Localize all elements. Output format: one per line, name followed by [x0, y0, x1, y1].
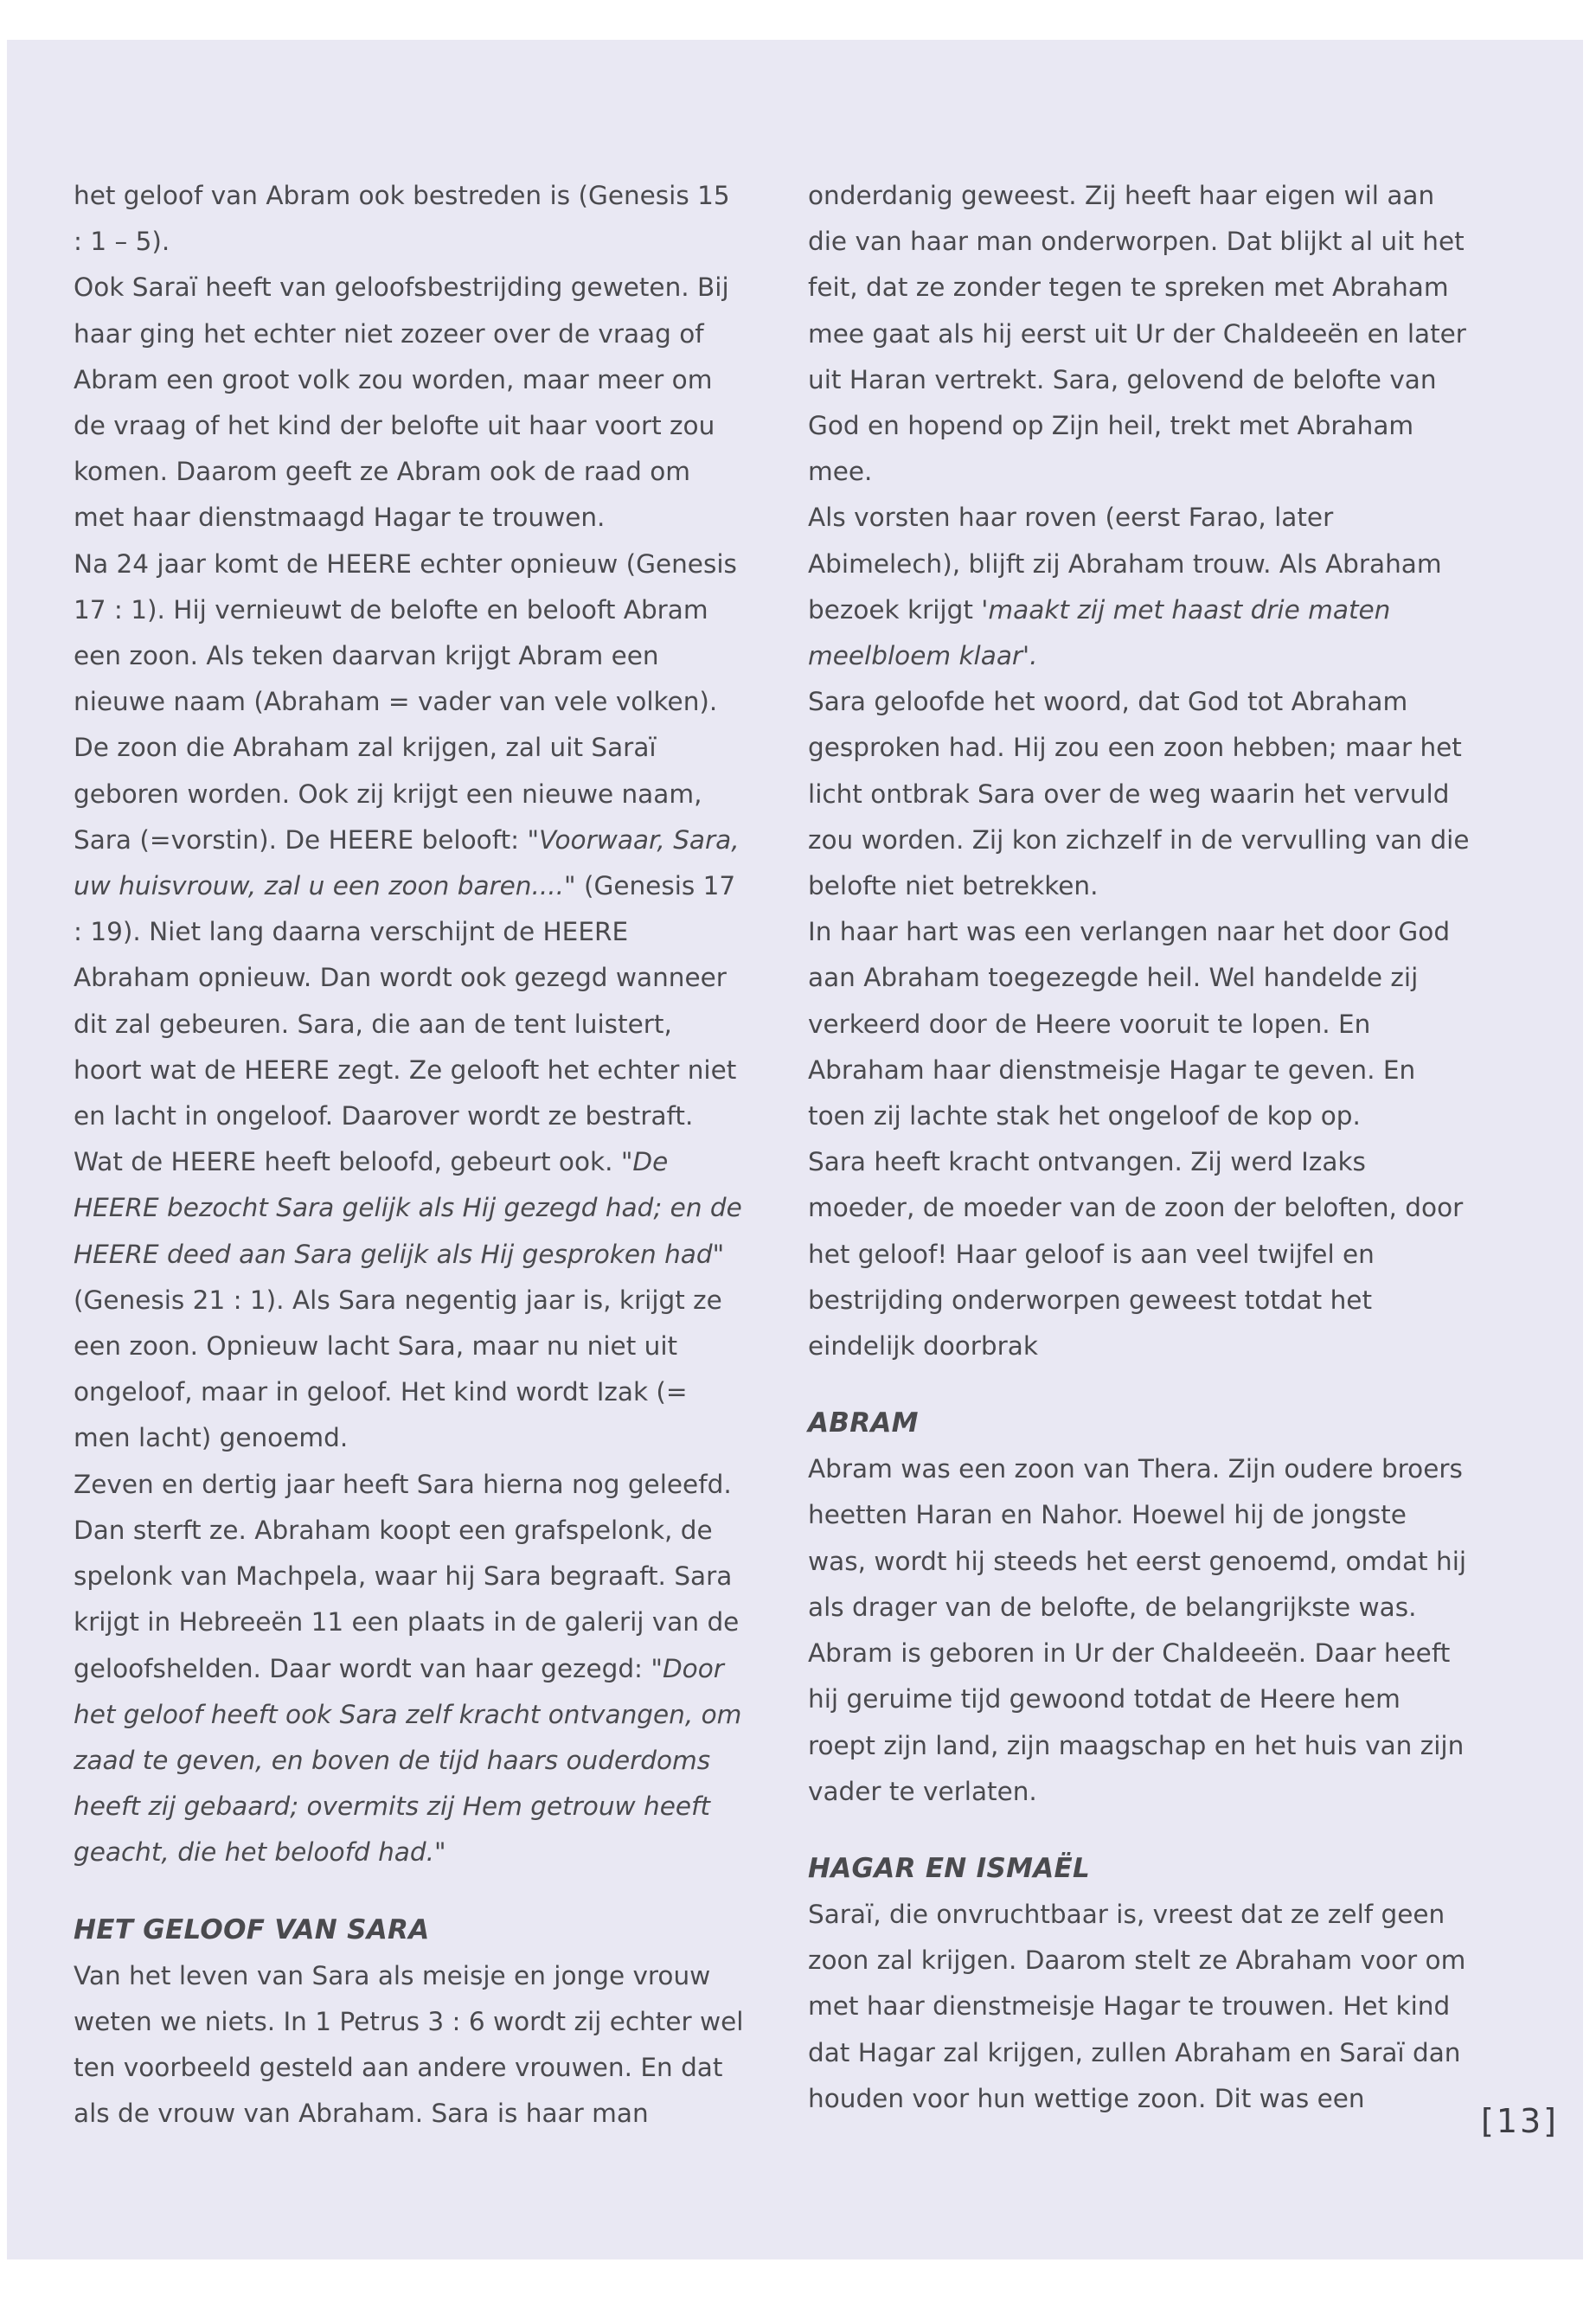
text: Na 24 jaar komt de HEERE echter opnieuw (Genesis 17 : 1). Hij vernieuwt de belofte en belooft Abram een zoon. Als teken daarvan krijgt Abram een nieuwe naam (Abraham = vader van vele volken). De zoon die Abraham zal krijgen, zal uit Saraï geboren worden. Ook zij krijgt een nieuwe naam, Sara (=vorstin). De HEERE belooft:	[74, 548, 737, 855]
paragraph	[808, 495, 1470, 679]
left-column	[74, 173, 744, 2137]
right-column	[808, 173, 1470, 2122]
paragraph: In haar hart was een verlangen naar het door God aan Abraham toegezegde heil. Wel handelde zij verkeerd door de Heere vooruit te lopen. En Abraham haar dienstmeisje Hagar te geven. En toen zij lachte stak het ongeloof de kop op.	[808, 917, 1451, 1131]
quote: "Door het geloof heeft ook Sara zelf kracht ontvangen, om zaad te geven, en boven de tijd haars ouderdoms heeft zij gebaard; overmits zij Hem getrouw heeft geacht, die het beloofd had."	[74, 1653, 742, 1868]
text: Zeven en dertig jaar heeft Sara hierna nog geleefd. Dan sterft ze. Abraham koopt een grafspelonk, de spelonk van Machpela, waar hij Sara begraaft. Sara krijgt in Hebreeën 11 een plaats in de galerij van de geloofshelden. Daar wordt van haar gezegd:	[74, 1469, 740, 1683]
text: (Genesis 21 : 1). Als Sara negentig jaar is, krijgt ze een zoon. Opnieuw lacht Sara, maar nu niet uit ongeloof, maar in geloof. Het kind wordt Izak (= men lacht) genoemd.	[74, 1285, 722, 1453]
paragraph: Saraï, die onvruchtbaar is, vreest dat ze zelf geen zoon zal krijgen. Daarom stelt ze Abraham voor om met haar dienstmeisje Hagar te trouwen. Het kind dat Hagar zal krijgen, zullen Abraham en Saraï dan houden voor hun wettige zoon. Dit was een	[808, 1899, 1466, 2113]
section-heading: HET GELOOF VAN SARA	[74, 1913, 430, 1945]
paragraph: Van het leven van Sara als meisje en jonge vrouw weten we niets. In 1 Petrus 3 : 6 wordt zij echter wel ten voorbeeld gesteld aan andere vrouwen. En dat als de vrouw van Abraham. Sara is haar man	[74, 1960, 744, 2129]
text: (Genesis 17 : 19). Niet lang daarna verschijnt de HEERE Abraham opnieuw. Dan wordt ook gezegd wanneer dit zal gebeuren. Sara, die aan de tent luistert, hoort wat de HEERE zegt. Ze gelooft het echter niet en lacht in ongeloof. Daarover wordt ze bestraft. Wat de HEERE heeft beloofd, gebeurt ook.	[74, 871, 737, 1177]
paragraph: het geloof van Abram ook bestreden is (Genesis 15 : 1 – 5).	[74, 181, 730, 257]
text: Als vorsten haar roven (eerst Farao, later Abimelech), blijft zij Abraham trouw. Als Abraham bezoek krijgt	[808, 503, 1442, 625]
section-heading: HAGAR EN ISMAËL	[808, 1852, 1091, 1884]
section-heading: ABRAM	[808, 1407, 919, 1439]
paragraph: Sara heeft kracht ontvangen. Zij werd Izaks moeder, de moeder van de zoon der beloften, door het geloof! Haar geloof is aan veel twijfel en bestrijding onderworpen geweest totdat het eindelijk doorbrak	[808, 1147, 1464, 1362]
quote: 'maakt zij met haast drie maten meelbloem klaar'.	[808, 594, 1391, 671]
quote: "De HEERE bezocht Sara gelijk als Hij gezegd had; en de HEERE deed aan Sara gelijk als Hij gesproken had"	[74, 1147, 742, 1269]
page-number: [13]	[1481, 2102, 1560, 2140]
quote: "Voorwaar, Sara, uw huisvrouw, zal u een zoon baren...."	[74, 824, 740, 901]
paragraph: Ook Saraï heeft van geloofsbestrijding geweten. Bij haar ging het echter niet zozeer over de vraag of Abram een groot volk zou worden, maar meer om de vraag of het kind der belofte uit haar voort zou komen. Daarom geeft ze Abram ook de raad om met haar dienstmaagd Hagar te trouwen.	[74, 272, 729, 533]
paragraph: Abram was een zoon van Thera. Zijn oudere broers heetten Haran en Nahor. Hoewel hij de jongste was, wordt hij steeds het eerst genoemd, omdat hij als drager van de belofte, de belangrijkste was. Abram is geboren in Ur der Chaldeeën. Daar heeft hij geruime tijd gewoond totdat de Heere hem roept zijn land, zijn maagschap en het huis van zijn vader te verlaten.	[808, 1454, 1467, 1806]
paragraph	[74, 1462, 744, 1876]
paragraph: Sara geloofde het woord, dat God tot Abraham gesproken had. Hij zou een zoon hebben; maar het licht ontbrak Sara over de weg waarin het vervuld zou worden. Zij kon zichzelf in de vervulling van die belofte niet betrekken.	[808, 687, 1470, 901]
paragraph: onderdanig geweest. Zij heeft haar eigen wil aan die van haar man onderworpen. Dat blijkt al uit het feit, dat ze zonder tegen te spreken met Abraham mee gaat als hij eerst uit Ur der Chaldeeën en later uit Haran vertrekt. Sara, gelovend de belofte van God en hopend op Zijn heil, trekt met Abraham mee.	[808, 181, 1466, 487]
paragraph	[74, 542, 744, 1462]
